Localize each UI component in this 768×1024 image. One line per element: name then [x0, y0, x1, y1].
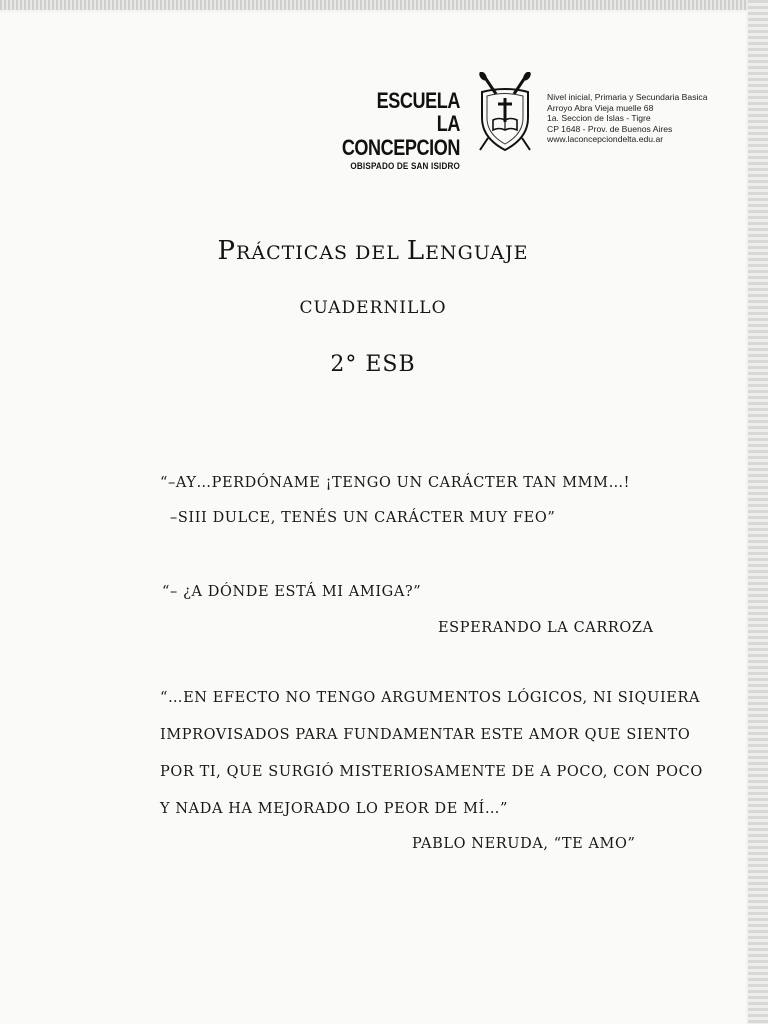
title-part-2: ENGUAJE: [425, 242, 529, 264]
info-line: 1a. Seccion de Islas - Tigre: [547, 113, 651, 123]
scan-border-top: [0, 0, 768, 10]
quote3-line1: “…EN EFECTO NO TENGO ARGUMENTOS LÓGICOS, NI SIQUIERA: [160, 690, 701, 706]
grade-label: 2° ESB: [330, 352, 416, 377]
title-initial-2: L: [406, 236, 426, 266]
info-line: www.laconcepciondelta.edu.ar: [547, 134, 664, 144]
info-line: CP 1648 - Prov. de Buenos Aires: [547, 123, 673, 134]
quote3-source: PABLO NERUDA, “TE AMO”: [412, 836, 636, 852]
quote2-source: ESPERANDO LA CARROZA: [438, 620, 654, 636]
title-initial-1: P: [217, 236, 237, 266]
quote3-line2: IMPROVISADOS PARA FUNDAMENTAR ESTE AMOR QUE SIENTO: [160, 727, 691, 743]
scan-border-right: [748, 0, 768, 1024]
quote3-line4: Y NADA HA MEJORADO LO PEOR DE MÍ…”: [160, 801, 509, 817]
school-name-block: [300, 90, 460, 172]
quote1-line1: “–AY…PERDÓNAME ¡TENGO UN CARÁCTER TAN MMM…!: [160, 475, 631, 491]
subtitle: CUADERNILLO: [299, 298, 447, 318]
school-info: [547, 92, 747, 145]
info-line: Arroyo Abra Vieja muelle 68: [547, 102, 654, 113]
title-part-1: RÁCTICAS DEL: [236, 242, 407, 264]
quote1-line2: –SIII DULCE, TENÉS UN CARÁCTER MUY FEO”: [170, 510, 556, 526]
quote3-line3: POR TI, QUE SURGIÓ MISTERIOSAMENTE DE A POCO, CON POCO: [160, 764, 703, 780]
school-diocese: OBISPADO DE SAN ISIDRO: [350, 161, 460, 171]
info-line: Nivel inicial, Primaria y Secundaria Basica: [547, 92, 708, 102]
shield-cross-book-icon: [474, 72, 536, 156]
school-name-line1: ESCUELA: [376, 88, 460, 113]
page-title: [0, 236, 746, 266]
school-name-line2: LA CONCEPCION: [341, 111, 460, 160]
quote2-line1: “– ¿A DÓNDE ESTÁ MI AMIGA?”: [162, 584, 422, 600]
